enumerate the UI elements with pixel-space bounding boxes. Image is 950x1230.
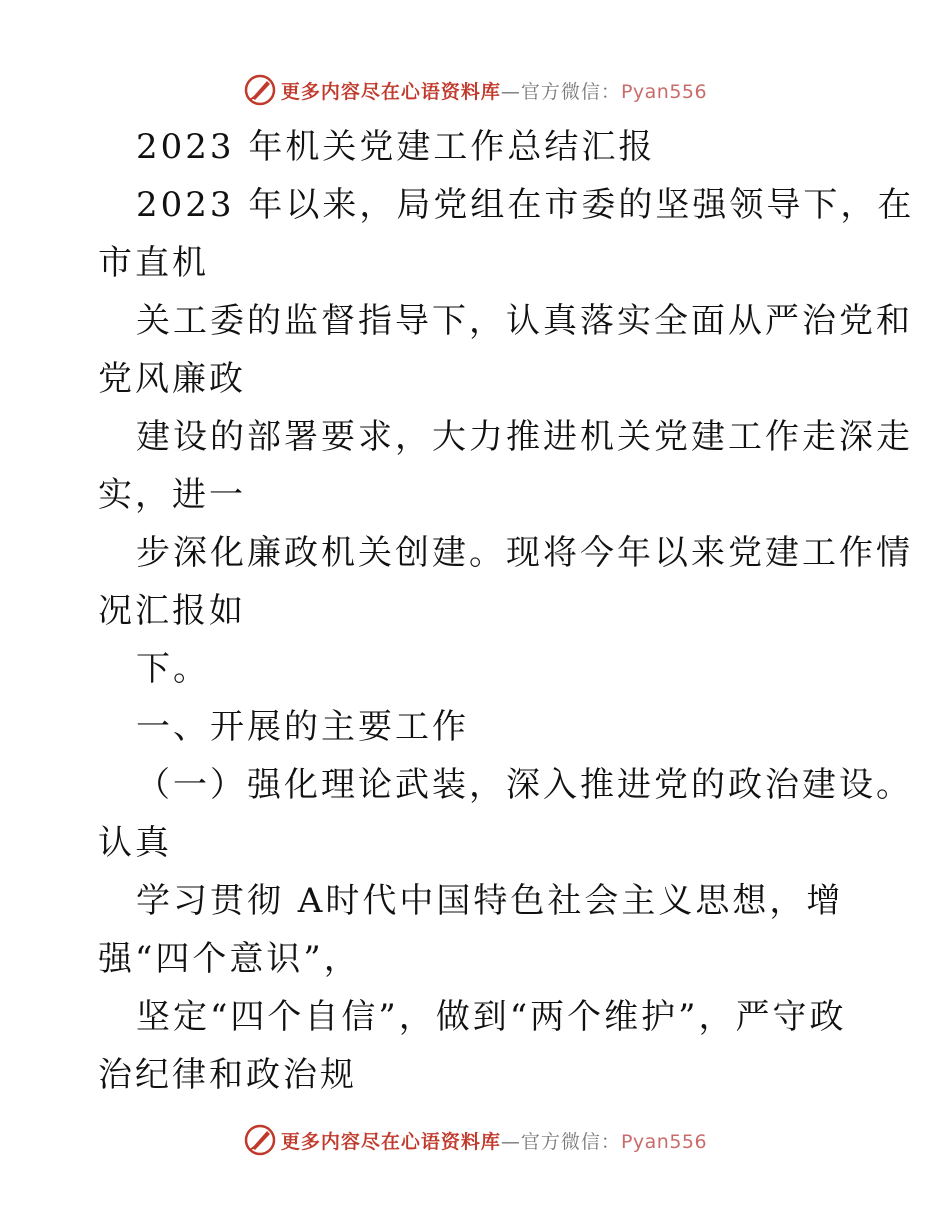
paragraph-line: 况汇报如 bbox=[98, 591, 246, 631]
document-title: 2023 年机关党建工作总结汇报 bbox=[136, 127, 656, 167]
watermark-separator: — bbox=[500, 1130, 521, 1153]
watermark-label: 官方微信： bbox=[520, 1130, 621, 1153]
paragraph-line: 关工委的监督指导下，认真落实全面从严治党和 bbox=[136, 301, 913, 341]
section-heading: 一、开展的主要工作 bbox=[136, 707, 469, 747]
paragraph-line: 步深化廉政机关创建。现将今年以来党建工作情 bbox=[136, 533, 913, 573]
paragraph-line: 实，进一 bbox=[98, 475, 246, 515]
watermark-main-text: 更多内容尽在心语资料库 bbox=[280, 1130, 501, 1153]
paragraph-line: 坚定“四个自信”，做到“两个维护”，严守政 bbox=[136, 997, 847, 1037]
paragraph-line: 建设的部署要求，大力推进机关党建工作走深走 bbox=[136, 417, 913, 457]
watermark-code: Pyan556 bbox=[620, 80, 708, 103]
watermark-label: 官方微信： bbox=[520, 80, 621, 103]
watermark-main-text: 更多内容尽在心语资料库 bbox=[280, 80, 501, 103]
paragraph-line: 学习贯彻 A时代中国特色社会主义思想，增 bbox=[136, 881, 844, 921]
paragraph-line: 强“四个意识”， bbox=[98, 939, 361, 979]
watermark-separator: — bbox=[500, 80, 521, 103]
watermark-footer bbox=[0, 1120, 950, 1160]
paragraph-line: 市直机 bbox=[98, 243, 209, 283]
watermark-code: Pyan556 bbox=[620, 1130, 708, 1153]
subsection-heading: （一）强化理论武装，深入推进党的政治建设。 bbox=[136, 765, 913, 805]
paragraph-line: 认真 bbox=[98, 823, 172, 863]
paragraph-line: 党风廉政 bbox=[98, 359, 246, 399]
paragraph-line: 下。 bbox=[136, 649, 210, 689]
quill-logo-icon bbox=[243, 73, 277, 107]
quill-logo-icon bbox=[243, 1123, 277, 1157]
document-body bbox=[98, 118, 915, 1104]
paragraph-line: 治纪律和政治规 bbox=[98, 1055, 357, 1095]
paragraph-line: 2023 年以来，局党组在市委的坚强领导下，在 bbox=[136, 185, 915, 225]
watermark-header bbox=[0, 70, 950, 110]
